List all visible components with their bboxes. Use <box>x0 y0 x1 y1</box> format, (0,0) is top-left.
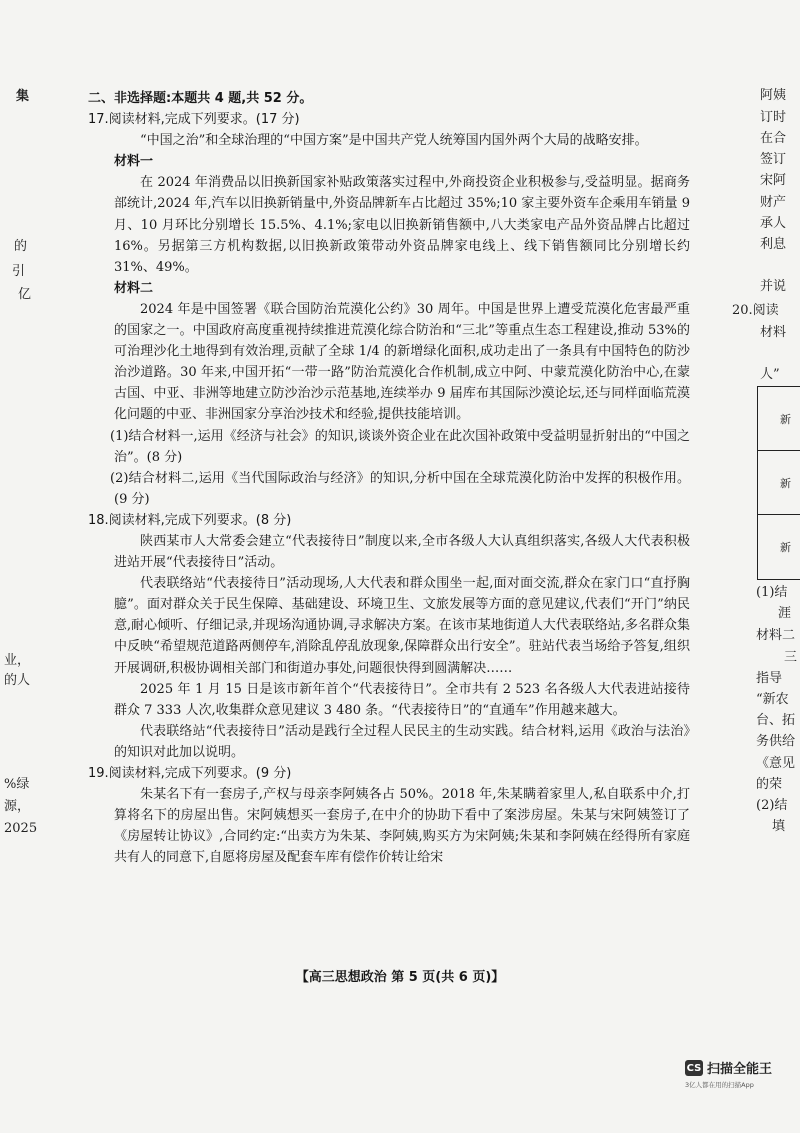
right-edge-text: 指导 <box>756 671 783 686</box>
right-edge-text: 20.阅读 <box>732 303 779 318</box>
question-18-prompt: 代表联络站“代表接待日”活动是践行全过程人民民主的生动实践。结合材料,运用《政治与法治》的知识对此加以说明。 <box>114 723 690 760</box>
scanner-logo-icon: CS <box>685 1060 703 1076</box>
left-edge-text: %绿 <box>4 777 30 792</box>
left-edge-text: 引 <box>12 264 26 279</box>
table-row <box>758 387 800 451</box>
right-edge-text: 填 <box>772 819 786 834</box>
page-footer: 【高三思想政治 第 5 页(共 6 页)】 <box>295 970 505 985</box>
right-edge-text: 台、拓 <box>756 713 796 728</box>
scanner-app-name: 扫描全能王 <box>707 1062 773 1077</box>
material-1-label: 材料一 <box>114 154 154 170</box>
question-18-paragraph: 2025 年 1 月 15 日是该市新年首个“代表接待日”。全市共有 2 523 名各级人大代表进站接待群众 7 333 人次,收集群众意见建议 3 480 条。“代表接待日”的“直通车”作用越来越大。 <box>114 681 690 718</box>
right-edge-text: 三 <box>784 650 798 665</box>
right-edge-text: 订时 <box>760 110 787 125</box>
right-edge-text: 人” <box>760 367 780 382</box>
left-edge-text: 源， <box>4 799 31 814</box>
left-edge-text: 的 <box>14 239 28 254</box>
left-edge-text: 集 <box>16 89 30 104</box>
right-edge-text: (1)结 <box>756 585 788 600</box>
question-17-sub-1: (1)结合材料一,运用《经济与社会》的知识,谈谈外资企业在此次国补政策中受益明显折射出的“中国之治”。(8 分) <box>110 428 690 465</box>
question-19-paragraph: 朱某名下有一套房子,产权与母亲李阿姨各占 50%。2018 年,朱某瞒着家里人,私自联系中介,打算将名下的房屋出售。宋阿姨想买一套房子,在中介的协助下看中了案涉房屋。朱某与宋阿姨签订了《房屋转让协议》,合同约定:“出卖方为朱某、李阿姨,购买方为宋阿姨;朱某和李阿姨在经得所有家庭共有人的同意下,自愿将房屋及配套车库有偿作价转让给宋 <box>114 787 690 866</box>
question-17-intro: “中国之治”和全球治理的“中国方案”是中国共产党人统筹国内国外两个大局的战略安排。 <box>140 133 648 149</box>
table-cell: 新 <box>780 541 791 554</box>
table-row <box>758 451 800 515</box>
section-title: 二、非选择题:本题共 4 题,共 52 分。 <box>88 91 313 106</box>
table-row <box>758 515 800 579</box>
material-2-label: 材料二 <box>114 280 154 296</box>
right-edge-text: “新农 <box>756 692 789 707</box>
right-edge-text: 在合 <box>760 131 787 146</box>
right-edge-text: 材料 <box>760 325 787 340</box>
right-edge-text: 宋阿 <box>760 173 787 188</box>
material-2-text: 2024 年是中国签署《联合国防治荒漠化公约》30 周年。中国是世界上遭受荒漠化危害最严重的国家之一。中国政府高度重视持续推进荒漠化综合防治和“三北”等重点生态工程建设,推动 53%的可治理沙化土地得到有效治理,贡献了全球 1/4 的新增绿化面积,成功走出了一条具有中国特色的防沙治沙道路。30 年来,中国开拓“一带一路”防治荒漠化合作机制,成立中阿、中蒙荒漠化防治中心,在蒙古国、中亚、非洲等地建立防沙治沙示范基地,连续举办 9 届库布其国际沙漠论坛,还与同样面临荒漠化问题的中亚、非洲国家分享治沙技术和经验,提供技能培训。 <box>114 301 690 423</box>
right-edge-text: 阿姨 <box>760 88 787 103</box>
table-cell: 新 <box>780 476 791 490</box>
right-edge-text: 材料二 <box>756 628 796 643</box>
right-edge-text: (2)结 <box>756 798 788 813</box>
right-edge-table <box>757 386 800 580</box>
question-17-sub-2: (2)结合材料二,运用《当代国际政治与经济》的知识,分析中国在全球荒漠化防治中发挥的积极作用。(9 分) <box>110 470 690 507</box>
material-1-text: 在 2024 年消费品以旧换新国家补贴政策落实过程中,外商投资企业积极参与,受益明显。据商务部统计,2024 年,汽车以旧换新销量中,外资品牌新车占比超过 35%;10 家主要外资车企乘用车销量 9 月、10 月环比分别增长 15.5%、4.1%;家电以旧换新销售额中,八大类家电产品外资品牌占比超过 16%。另据第三方机构数据,以旧换新政策带动外资品牌家电线上、线下销售额同比分别增长约 31%、49%。 <box>114 175 690 275</box>
question-18-header: 18.阅读材料,完成下列要求。(8 分) <box>88 512 292 528</box>
table-cell: 新 <box>780 412 791 426</box>
right-edge-text: 的荣 <box>756 777 783 792</box>
question-17-header: 17.阅读材料,完成下列要求。(17 分) <box>88 112 300 128</box>
left-edge-text: 2025 <box>4 821 38 836</box>
scanner-tagline: 3亿人都在用的扫描App <box>685 1081 754 1089</box>
right-edge-text: 《意见 <box>756 756 796 771</box>
exam-page-content <box>88 88 690 868</box>
left-edge-text: 的人 <box>4 673 31 688</box>
right-edge-text: 财产 <box>760 195 787 210</box>
right-edge-text: 承人 <box>760 216 787 231</box>
right-edge-text: 签订 <box>760 152 787 167</box>
right-edge-text: 并说 <box>760 279 787 294</box>
right-edge-text: 利息 <box>760 237 787 252</box>
left-edge-text: 亿 <box>18 287 32 302</box>
question-18-paragraph: 代表联络站“代表接待日”活动现场,人大代表和群众围坐一起,面对面交流,群众在家门口“直抒胸臆”。面对群众关于民生保障、基础建设、环境卫生、文旅发展等方面的意见建议,代表们“开门”纳民意,耐心倾听、仔细记录,并现场沟通协调,寻求解决方案。在该市某地街道人大代表联络站,多名群众集中反映“希望规范道路两侧停车,消除乱停乱放现象,保障群众出行安全”。驻站代表当场给予答复,组织开展调研,积极协调相关部门和街道办事处,问题很快得到圆满解决…… <box>114 576 690 676</box>
right-edge-text: 务供给 <box>756 734 796 749</box>
question-19-header: 19.阅读材料,完成下列要求。(9 分) <box>88 766 292 781</box>
question-18-paragraph: 陕西某市人大常委会建立“代表接待日”制度以来,全市各级人大认真组织落实,各级人大代表积极进站开展“代表接待日”活动。 <box>114 533 690 571</box>
right-edge-text: 涯 <box>778 606 792 621</box>
scanner-watermark <box>685 1058 797 1094</box>
left-edge-text: 业， <box>4 653 31 668</box>
